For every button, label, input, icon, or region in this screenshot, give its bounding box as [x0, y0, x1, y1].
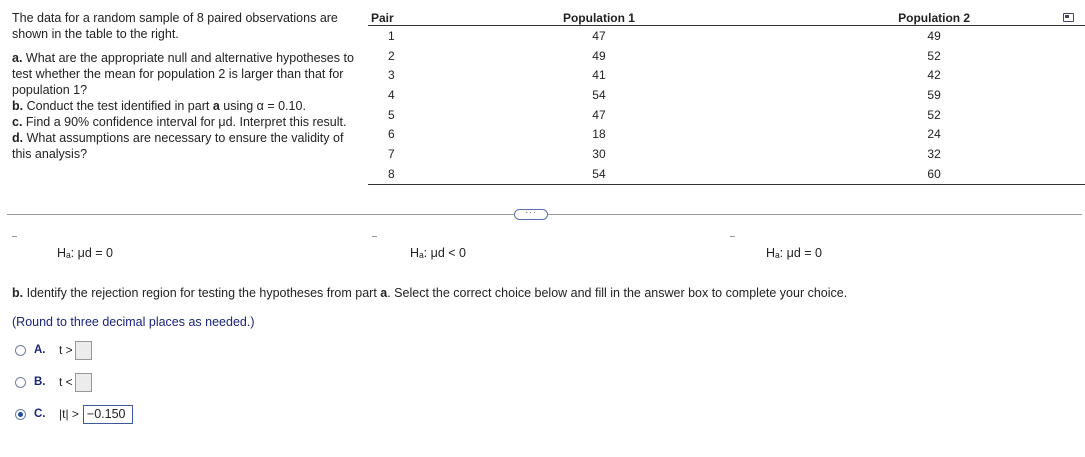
choice-c-letter: C.	[34, 408, 46, 420]
copy-table-icon[interactable]	[1063, 13, 1074, 22]
cell-pair: 1	[388, 28, 395, 43]
cell-pair: 4	[388, 87, 395, 102]
table-row	[368, 144, 1085, 164]
hypothesis-3-cut-mark	[730, 236, 735, 237]
cell-pop1: 47	[592, 28, 606, 43]
choice-b[interactable]	[15, 371, 92, 393]
table-row	[368, 46, 1085, 66]
cell-pop1: 41	[592, 68, 606, 83]
part-a-text: What are the appropriate null and alternative hypotheses to test whether the mean for population 2 is larger than that for population 1?	[12, 51, 354, 97]
expand-more-button[interactable]: ···	[514, 209, 548, 220]
cell-pair: 3	[388, 68, 395, 83]
hypothesis-1-cut-mark	[12, 236, 17, 237]
part-b-prompt-pre: Identify the rejection region for testing the hypotheses from part	[26, 286, 377, 300]
cell-pop1: 18	[592, 127, 606, 142]
table-row	[368, 65, 1085, 85]
choice-b-letter: B.	[34, 376, 46, 388]
question-part-d	[12, 130, 362, 162]
header-population-2: Population 2	[749, 10, 1085, 26]
part-d-text: What assumptions are necessary to ensure the validity of this analysis?	[12, 131, 344, 161]
cell-pop2: 60	[749, 164, 1085, 184]
part-d-label: d.	[12, 131, 24, 145]
question-part-b	[12, 98, 362, 114]
cell-pair: 5	[388, 107, 395, 122]
table-header-row	[368, 10, 1085, 26]
cell-pop1: 54	[449, 164, 750, 184]
choice-b-answer-box[interactable]	[75, 373, 92, 392]
table-row	[368, 164, 1085, 184]
question-part-a	[12, 50, 362, 98]
cell-pop1: 30	[592, 146, 606, 161]
choice-a-expression: t >	[59, 343, 73, 357]
cell-pop2: 59	[927, 87, 941, 102]
cell-pop1: 49	[592, 48, 606, 63]
hypothesis-option-1: Hₐ: μd = 0	[57, 246, 113, 260]
table-row	[368, 105, 1085, 125]
part-b-post: using α = 0.10.	[223, 99, 306, 113]
choice-a[interactable]	[15, 339, 92, 361]
part-b-prompt-post: . Select the correct choice below and fill in the answer box to complete your choice.	[387, 286, 848, 300]
radio-c-selected[interactable]	[15, 409, 26, 420]
part-c-label: c.	[12, 115, 23, 129]
part-b-prompt-label: b.	[12, 286, 24, 300]
cell-pop2: 52	[927, 48, 941, 63]
cell-pair: 8	[368, 164, 449, 184]
hypothesis-option-3: Hₐ: μd = 0	[766, 246, 822, 260]
choice-a-answer-box[interactable]	[75, 341, 92, 360]
data-table	[368, 10, 1085, 185]
choice-c-expression: |t| >	[59, 407, 79, 421]
part-b-label: b.	[12, 99, 24, 113]
header-population-1: Population 1	[449, 10, 750, 26]
cell-pop2: 49	[927, 28, 941, 43]
choice-b-expression: t <	[59, 375, 73, 389]
cell-pop2: 32	[927, 146, 941, 161]
part-b-bold: a	[212, 99, 220, 113]
part-b-prompt-bold: a	[380, 286, 388, 300]
radio-b[interactable]	[15, 377, 26, 388]
part-b-pre: Conduct the test identified in part	[26, 99, 210, 113]
cell-pop2: 52	[927, 107, 941, 122]
question-intro: The data for a random sample of 8 paired observations are shown in the table to the right.	[12, 11, 338, 41]
part-c-text: Find a 90% confidence interval for μd. Interpret this result.	[25, 115, 347, 129]
radio-a[interactable]	[15, 345, 26, 356]
question-text	[12, 10, 362, 162]
cell-pop1: 54	[592, 87, 606, 102]
table-row	[368, 85, 1085, 105]
part-b-prompt	[12, 286, 847, 300]
cell-pair: 6	[388, 127, 395, 142]
hypothesis-2-cut-mark	[372, 236, 377, 237]
choice-c[interactable]	[15, 403, 133, 425]
round-note: (Round to three decimal places as needed.)	[12, 315, 255, 329]
hypothesis-option-2: Hₐ: μd < 0	[410, 246, 466, 260]
header-pair: Pair	[368, 10, 449, 26]
cell-pair: 2	[388, 48, 395, 63]
part-a-label: a.	[12, 51, 23, 65]
cell-pop1: 47	[592, 107, 606, 122]
cell-pair: 7	[388, 146, 395, 161]
choice-a-letter: A.	[34, 344, 46, 356]
cell-pop2: 42	[927, 68, 941, 83]
table-row	[368, 26, 1085, 46]
table-row	[368, 124, 1085, 144]
cell-pop2: 24	[927, 127, 941, 142]
choice-c-answer-box[interactable]: −0.150	[83, 405, 133, 424]
question-part-c	[12, 114, 362, 130]
